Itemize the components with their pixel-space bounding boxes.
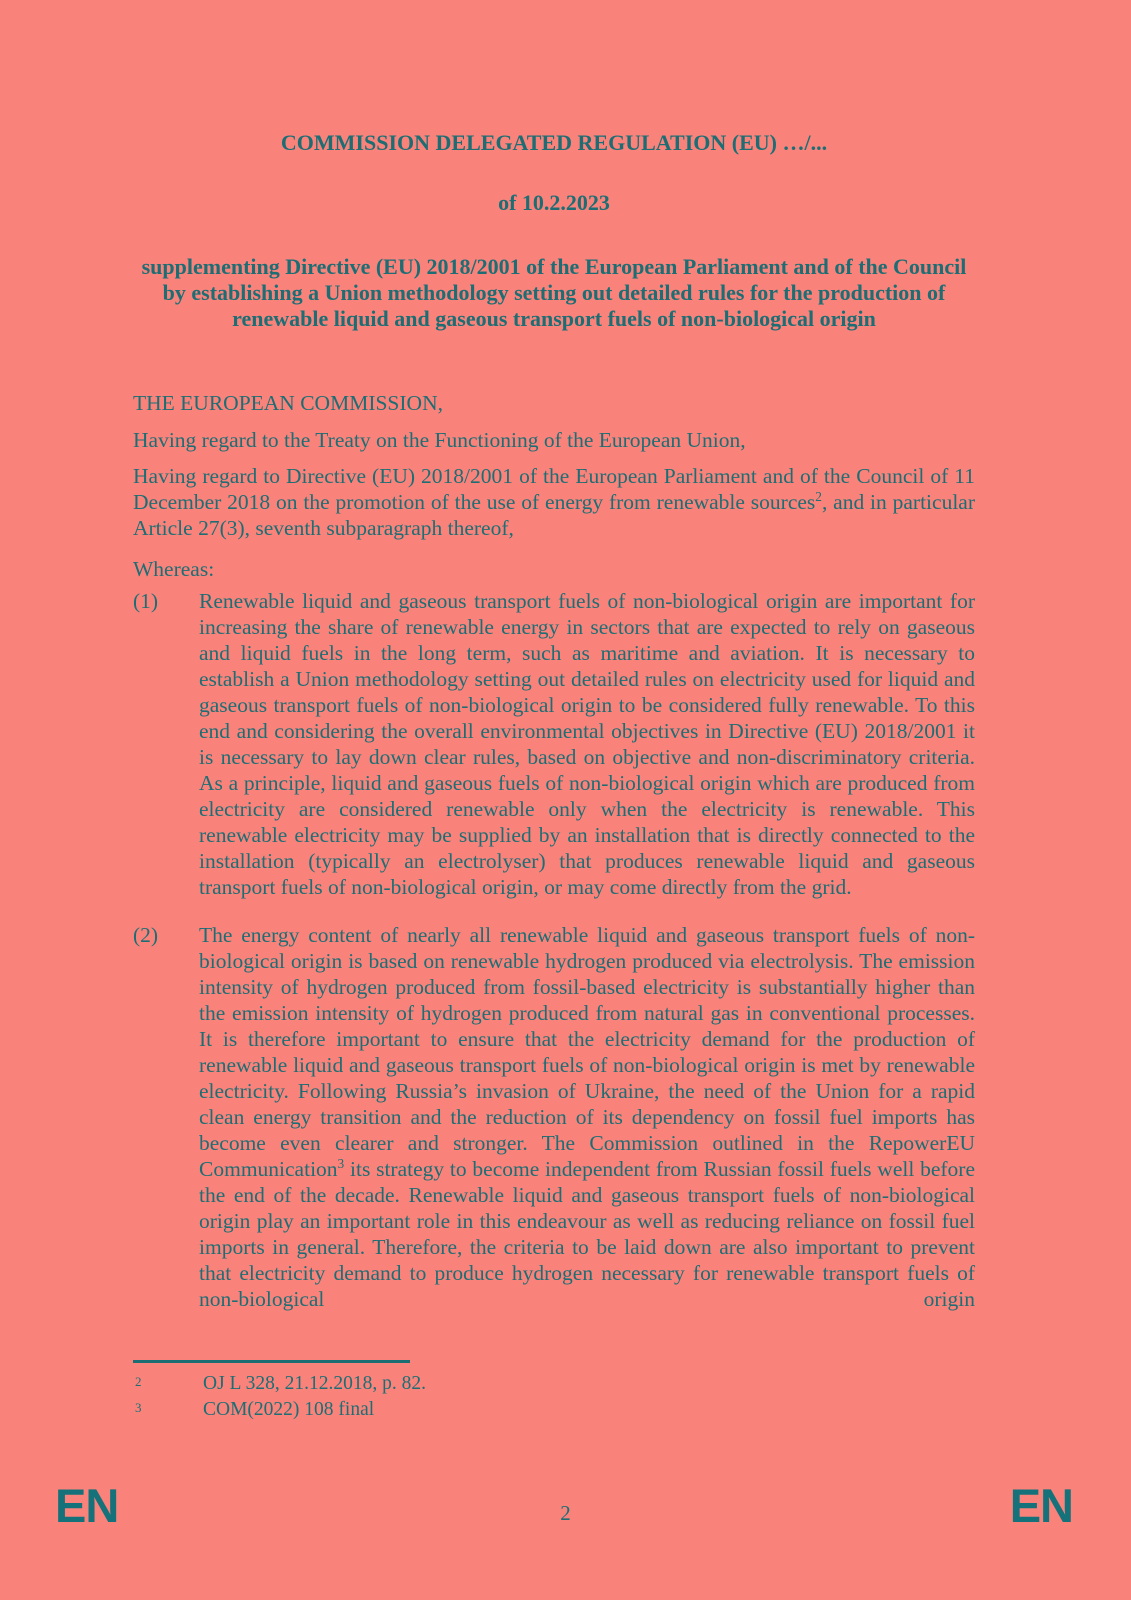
footnote-2 [133,1371,975,1397]
footnote-3-marker: 3 [135,1400,142,1415]
footnote-ref-2: 2 [815,488,822,504]
recital-1-number: (1) [133,589,159,613]
footnotes-section [133,1360,975,1423]
language-code-left: EN [55,1479,119,1532]
citation-treaty: Having regard to the Treaty on the Functioning of the European Union, [133,428,746,452]
recital-2-text-pre: The energy content of nearly all renewable liquid and gaseous transport fuels of non-biological origin is based on renewable hydrogen produced via electrolysis. The emission intensity of hydrogen produced from fossil-based electricity is substantially higher than the emission intensity of hydrogen produced from natural gas in conventional processes. It is therefore important to ensure that the electricity demand for the production of renewable liquid and gaseous transport fuels of non-biological origin is met by renewable electricity. Following Russia’s invasion of Ukraine, the need of the Union for a rapid clean energy transition and the reduction of its dependency on fossil fuel imports has become even clearer and stronger. The Commission outlined in the RepowerEU Communication [199,923,975,1181]
footnote-separator [133,1360,410,1363]
document-subject: supplementing Directive (EU) 2018/2001 of the European Parliament and of the Council by establishing a Union methodology setting out detailed rules for the production of renewable liquid and gaseous transport fuels of non-biological origin [141,254,967,331]
citation-directive [133,463,975,541]
footnote-3 [133,1397,975,1423]
footnote-3-text: COM(2022) 108 final [203,1399,375,1420]
recital-1-text: Renewable liquid and gaseous transport fuels of non-biological origin are important for increasing the share of renewable energy in sectors that are expected to rely on gaseous and liquid fuels in the long term, such as maritime and aviation. It is necessary to establish a Union methodology setting out detailed rules on electricity used for liquid and gaseous transport fuels of non-biological origin to be considered fully renewable. To this end and considering the overall environmental objectives in Directive (EU) 2018/2001 it is necessary to lay down clear rules, based on objective and non-discriminatory criteria. As a principle, liquid and gaseous fuels of non-biological origin which are produced from electricity are considered renewable only when the electricity is renewable. This renewable electricity may be supplied by an installation that is directly connected to the installation (typically an electrolyser) that produces renewable liquid and gaseous transport fuels of non-biological origin, or may come directly from the grid. [199,589,975,899]
citation-directive-text: Having regard to Directive (EU) 2018/2001 of the European Parliament and of the Council of 11 December 2018 on the promotion of the use of energy from renewable sources [133,464,975,514]
whereas-label: Whereas: [133,557,215,581]
page-number: 2 [560,1501,571,1525]
citation-directive-text-cont: , and in particular Article 27(3), seventh subparagraph thereof, [133,490,975,540]
language-code-right: EN [1009,1479,1073,1532]
footnote-2-text: OJ L 328, 21.12.2018, p. 82. [203,1373,426,1394]
page-content [133,0,975,1312]
footnote-2-marker: 2 [135,1374,142,1389]
document-date: of 10.2.2023 [498,190,610,215]
recital-1 [133,588,975,900]
footnote-ref-3: 3 [337,1155,345,1171]
recital-2-number: (2) [133,923,159,947]
recital-2-text-post: its strategy to become independent from Russian fossil fuels well before the end of the decade. Renewable liquid and gaseous transport fuels of non-biological origin play an important role in this endeavour as well as reducing reliance on fossil fuel imports in general. Therefore, the criteria to be laid down are also important to prevent that electricity demand to produce hydrogen necessary for renewable transport fuels of non-biological origin [199,1157,975,1311]
recital-2 [133,922,975,1312]
document-title: COMMISSION DELEGATED REGULATION (EU) …/... [280,130,828,155]
recital-2-text [199,922,975,1312]
preamble-opening: THE EUROPEAN COMMISSION, [133,391,443,415]
